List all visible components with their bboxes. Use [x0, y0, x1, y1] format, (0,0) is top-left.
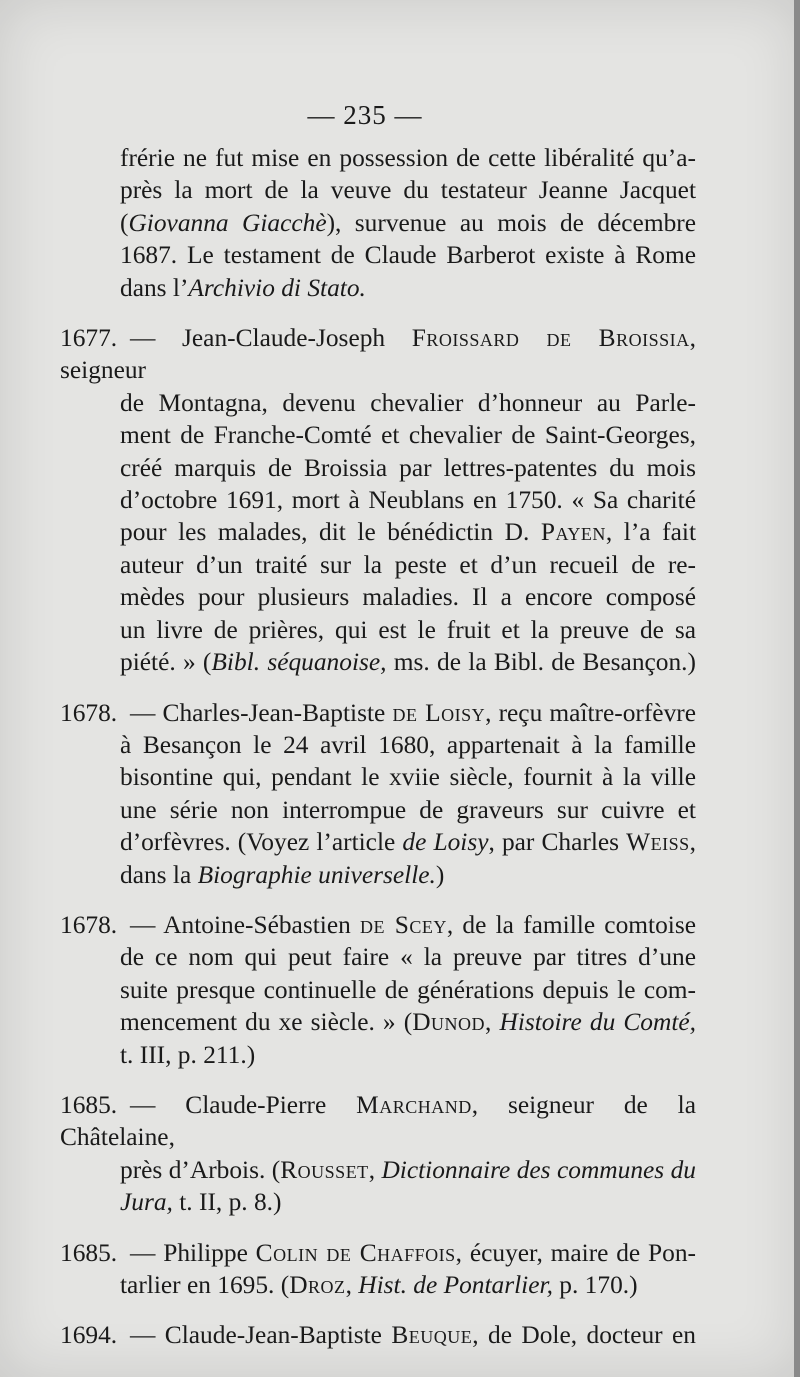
entry-year: 1685. — [60, 1238, 118, 1267]
text-line: une série non interrompue de graveurs sur cuivre et — [120, 795, 696, 824]
text-line: pour les malades, dit le bénédictin D. Payen, l’a fait — [120, 518, 696, 547]
text-line: d’octobre 1691, mort à Neublans en 1750. « Sa charité — [120, 486, 696, 515]
text-line: à Besançon le 24 avril 1680, appartenait à la famille — [120, 730, 696, 759]
text-line: piété. » (Bibl. séquanoise, ms. de la Bibl. de Besançon.) — [120, 648, 696, 677]
entry-1694 — [60, 1319, 696, 1351]
text-line: de Montagna, devenu chevalier d’honneur au Parle- — [120, 388, 696, 417]
entry-1685-marchand — [60, 1089, 696, 1219]
page-number: — 235 — — [307, 100, 423, 130]
text-line: de ce nom qui peut faire « la preuve par titres d’une — [120, 943, 696, 972]
entry-year: 1694. — [60, 1321, 118, 1350]
intro-paragraph — [60, 142, 696, 304]
text-line: 1685. — Philippe Colin de Chaffois, écuyer, maire de Pon- — [60, 1237, 696, 1269]
text-line: dans la Biographie universelle.) — [120, 860, 445, 889]
page-body — [60, 142, 696, 1352]
text-line: créé marquis de Broissia par lettres-patentes du mois — [120, 453, 696, 482]
text-line: 1678. — Antoine-Sébastien de Scey, de la famille comtoise — [60, 909, 696, 941]
text-line: frérie ne fut mise en possession de cette libéralité qu’a- — [120, 144, 696, 172]
text-line: mencement du xe siècle. » (Dunod, Histoire du Comté, — [120, 1008, 696, 1037]
text-line: (Giovanna Giacchè), survenue au mois de décembre — [120, 208, 696, 237]
entry-year: 1678. — [60, 698, 118, 727]
text-line: d’orfèvres. (Voyez l’article de Loisy, par Charles Weiss, — [120, 828, 696, 857]
text-line: près la mort de la veuve du testateur Jeanne Jacquet — [120, 176, 696, 205]
entry-year: 1677. — [60, 324, 118, 353]
text-line: auteur d’un traité sur la peste et d’un recueil de re- — [120, 550, 696, 579]
text-line: près d’Arbois. (Rousset, Dictionnaire des communes du — [120, 1155, 696, 1184]
text-line: mèdes pour plusieurs maladies. Il a encore composé — [120, 583, 696, 612]
text-line: 1694. — Claude-Jean-Baptiste Beuque, de Dole, docteur en — [60, 1319, 696, 1351]
text-line: dans l’Archivio di Stato. — [120, 273, 366, 302]
text-line: ment de Franche-Comté et chevalier de Saint-Georges, — [120, 421, 696, 450]
entry-year: 1678. — [60, 910, 118, 939]
page-edge-shadow — [794, 0, 800, 1377]
entry-1685-colin — [60, 1237, 696, 1302]
text-line: suite presque continuelle de générations depuis le com- — [120, 975, 696, 1004]
text-line: 1685. — Claude-Pierre Marchand, seigneur de la Châtelaine, — [60, 1090, 696, 1152]
text-line: tarlier en 1695. (Droz, Hist. de Pontarlier, p. 170.) — [120, 1271, 638, 1299]
text-line: bisontine qui, pendant le xviie siècle, fournit à la ville — [120, 763, 696, 792]
text-line: 1677. — Jean-Claude-Joseph Froissard de Broissia, seigneur — [60, 324, 696, 385]
text-line: 1687. Le testament de Claude Barberot existe à Rome — [120, 241, 696, 270]
text-line: 1678. — Charles-Jean-Baptiste de Loisy, reçu maître-orfèvre — [60, 697, 696, 729]
entry-1678-loisy — [60, 697, 696, 891]
entry-1677 — [60, 322, 696, 678]
text-line: t. III, p. 211.) — [120, 1040, 256, 1069]
entry-1678-scey — [60, 909, 696, 1071]
text-line: Jura, t. II, p. 8.) — [120, 1188, 282, 1217]
text-line: un livre de prières, qui est le fruit et la preuve de sa — [120, 615, 696, 644]
entry-year: 1685. — [60, 1090, 118, 1119]
